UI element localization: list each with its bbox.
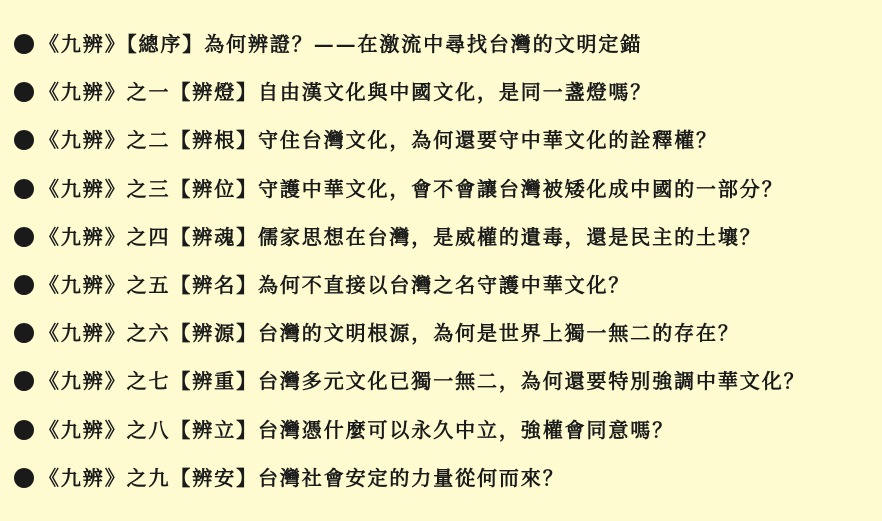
- bullet-icon: [14, 371, 34, 391]
- bullet-icon: [14, 468, 34, 488]
- list-item[interactable]: [14, 68, 882, 116]
- list-item[interactable]: [14, 309, 882, 357]
- list-item[interactable]: [14, 213, 882, 261]
- article-title[interactable]: 《九辨》之四【辨魂】儒家思想在台灣，是威權的遺毒，還是民主的土壤？: [39, 224, 762, 249]
- article-title[interactable]: 《九辨》之五【辨名】為何不直接以台灣之名守護中華文化？: [39, 273, 631, 298]
- bullet-icon: [14, 34, 34, 54]
- bullet-icon: [14, 275, 34, 295]
- article-title[interactable]: 《九辨》【總序】為何辨證？——在激流中尋找台灣的文明定錨: [39, 32, 643, 57]
- article-title[interactable]: 《九辨》之三【辨位】守護中華文化，會不會讓台灣被矮化成中國的一部分？: [39, 176, 784, 201]
- article-title[interactable]: 《九辨》之八【辨立】台灣憑什麼可以永久中立，強權會同意嗎？: [39, 417, 675, 442]
- bullet-icon: [14, 420, 34, 440]
- list-item[interactable]: [14, 261, 882, 309]
- article-title[interactable]: 《九辨》之二【辨根】守住台灣文化，為何還要守中華文化的詮釋權？: [39, 128, 718, 153]
- bullet-icon: [14, 179, 34, 199]
- bullet-icon: [14, 227, 34, 247]
- article-title[interactable]: 《九辨》之六【辨源】台灣的文明根源，為何是世界上獨一無二的存在？: [39, 321, 740, 346]
- bullet-icon: [14, 323, 34, 343]
- list-item[interactable]: [14, 116, 882, 164]
- list-item[interactable]: [14, 165, 882, 213]
- article-list: [0, 20, 882, 502]
- list-item[interactable]: [14, 454, 882, 502]
- article-title[interactable]: 《九辨》之一【辨燈】自由漢文化與中國文化，是同一盞燈嗎？: [39, 80, 653, 105]
- list-item[interactable]: [14, 357, 882, 405]
- list-item[interactable]: [14, 406, 882, 454]
- article-title[interactable]: 《九辨》之九【辨安】台灣社會安定的力量從何而來？: [39, 465, 565, 490]
- bullet-icon: [14, 82, 34, 102]
- article-title[interactable]: 《九辨》之七【辨重】台灣多元文化已獨一無二，為何還要特別強調中華文化？: [39, 369, 806, 394]
- list-item[interactable]: [14, 20, 882, 68]
- bullet-icon: [14, 130, 34, 150]
